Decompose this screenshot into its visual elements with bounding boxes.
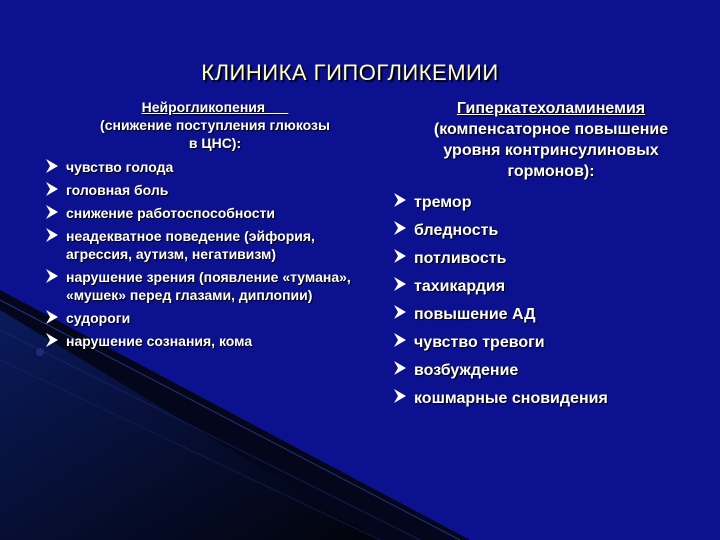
list-item-text: повышение АД (414, 306, 536, 323)
list-item (40, 158, 370, 176)
list-item (388, 248, 714, 269)
list-item-text: чувство тревоги (414, 334, 545, 351)
arrowhead-bullet-icon (394, 277, 406, 291)
neuroglycopenia-column (40, 98, 370, 355)
list-item-text: нарушение сознания, кома (66, 333, 253, 349)
list-item (40, 309, 370, 327)
list-item (388, 220, 714, 241)
slide-title: КЛИНИКА ГИПОГЛИКЕМИИ (201, 60, 499, 85)
list-item (388, 276, 714, 297)
arrowhead-bullet-icon (394, 333, 406, 347)
arrowhead-bullet-icon (46, 333, 58, 347)
hypercatecholaminemia-heading (388, 98, 714, 182)
arrowhead-bullet-icon (394, 361, 406, 375)
list-item-text: возбуждение (414, 362, 519, 379)
list-item-text: бледность (414, 222, 499, 239)
list-item (40, 227, 370, 263)
neuroglycopenia-heading-title: Нейрогликопения (141, 99, 289, 115)
neuroglycopenia-heading-line2: (снижение поступления глюкозы (100, 117, 330, 133)
arrowhead-bullet-icon (394, 305, 406, 319)
list-item (40, 268, 370, 304)
arrowhead-bullet-icon (46, 310, 58, 324)
arrowhead-bullet-icon (46, 269, 58, 283)
neuroglycopenia-list (40, 158, 370, 350)
arrowhead-bullet-icon (394, 221, 406, 235)
list-item (388, 332, 714, 353)
list-item-text: чувство голода (66, 159, 174, 175)
list-item (40, 181, 370, 199)
hypercatecholaminemia-heading-line2: (компенсаторное повышение (433, 121, 669, 138)
list-item-text: судороги (66, 310, 131, 326)
list-item (388, 304, 714, 325)
hypercatecholaminemia-heading-title: Гиперкатехоламинемия (456, 100, 646, 117)
list-item-text: снижение работоспособности (66, 205, 276, 221)
hypercatecholaminemia-list (388, 192, 714, 409)
list-item (388, 360, 714, 381)
arrowhead-bullet-icon (46, 159, 58, 173)
list-item-text: тахикардия (414, 278, 506, 295)
arrowhead-bullet-icon (46, 205, 58, 219)
hypercatecholaminemia-heading-line4: гормонов): (507, 163, 595, 180)
arrowhead-bullet-icon (394, 249, 406, 263)
arrowhead-bullet-icon (46, 228, 58, 242)
list-item-text: неадекватное поведение (эйфория, агрессия, аутизм, негативизм) (66, 228, 315, 262)
list-item (40, 204, 370, 222)
hypercatecholaminemia-column (388, 98, 714, 416)
list-item (40, 332, 370, 350)
list-item-text: нарушение зрения (появление «тумана», «мушек» перед глазами, диплопии) (66, 269, 351, 303)
list-item (388, 192, 714, 213)
hypercatecholaminemia-heading-line3: уровня контринсулиновых (443, 142, 659, 159)
list-item (388, 388, 714, 409)
arrowhead-bullet-icon (394, 193, 406, 207)
arrowhead-bullet-icon (46, 182, 58, 196)
neuroglycopenia-heading-line3: в ЦНС): (188, 135, 242, 151)
list-item-text: тремор (414, 194, 472, 211)
neuroglycopenia-heading (60, 98, 370, 152)
list-item-text: потливость (414, 250, 507, 267)
list-item-text: кошмарные сновидения (414, 390, 608, 407)
list-item-text: головная боль (66, 182, 169, 198)
arrowhead-bullet-icon (394, 389, 406, 403)
